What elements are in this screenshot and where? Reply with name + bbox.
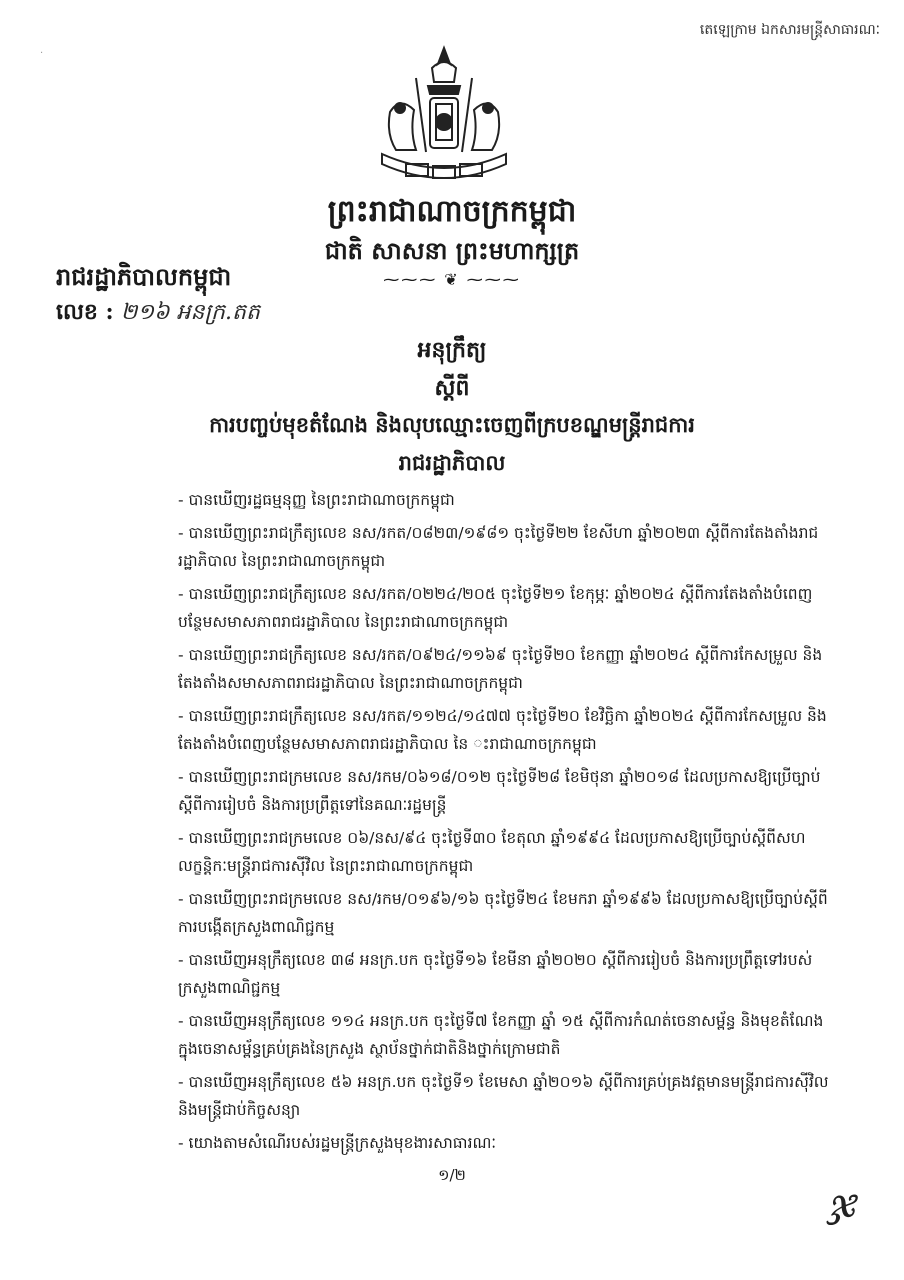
handwritten-initial: ჯ <box>830 1180 858 1226</box>
subject-line-2: រាជរដ្ឋាភិបាល <box>398 450 506 475</box>
subject-line-1: ការបញ្ចប់មុខតំណែង និងលុបឈ្មោះចេញពីក្របខណ្ឌមន្ត្រីរាជការ <box>209 412 695 437</box>
royal-emblem-icon <box>370 42 518 190</box>
scan-dust: · <box>40 48 44 59</box>
preamble-list <box>178 486 838 1162</box>
page-number: ១/២ <box>438 1166 466 1184</box>
preamble-item: - បានឃើញព្រះរាជក្រឹត្យលេខ នស/រកត/០២២៤/២០៥ ចុះថ្ងៃទី២១ ខែកុម្ភៈ ឆ្នាំ២០២៤ ស្តីពីការតែងតាំងបំពេញបន្ថែមសមាសភាពរាជរដ្ឋាភិបាល នៃព្រះរាជាណាចក្រកម្ពុជា <box>178 585 813 631</box>
preamble-item: - បានឃើញអនុក្រឹត្យលេខ ១១៤ អនក្រ.បក ចុះថ្ងៃទី៧ ខែកញ្ញា ឆ្នាំ ១៥ ស្តីពីការកំណត់ចេនាសម្ព័ន្ធ និងមុខតំណែងក្នុងចេនាសម្ព័ន្ធគ្រប់គ្រងនៃក្រសួង ស្ថាប័នថ្នាក់ជាតិនិងថ្នាក់ក្រោមជាតិ <box>178 1012 824 1058</box>
preamble-item: - បានឃើញអនុក្រឹត្យលេខ ៣៨ អនក្រ.បក ចុះថ្ងៃទី១៦ ខែមីនា ឆ្នាំ២០២០ ស្តីពីការរៀបចំ និងការប្រព្រឹត្តទៅរបស់ក្រសួងពាណិជ្ជកម្ម <box>178 951 813 997</box>
preamble-item: - បានឃើញព្រះរាជក្រឹត្យលេខ នស/រកត/០៨២៣/១៩៨១ ចុះថ្ងៃទី២២ ខែសីហា ឆ្នាំ២០២៣ ស្តីពីការតែងតាំងរាជរដ្ឋាភិបាល នៃព្រះរាជាណាចក្រកម្ពុជា <box>178 524 819 570</box>
issuing-government: រាជរដ្ឋាភិបាលកម្ពុជា <box>56 262 232 291</box>
document-number-label: លេខ : <box>56 299 114 325</box>
document-number-value: ២១៦ អនក្រ.តត <box>120 300 260 325</box>
document-type: អនុក្រឹត្យ <box>417 337 487 363</box>
preamble-item: - បានឃើញរដ្ឋធម្មនុញ្ញ នៃព្រះរាជាណាចក្រកម្ពុជា <box>178 491 455 509</box>
preamble-item: - យោងតាមសំណើរបស់រដ្ឋមន្ត្រីក្រសួងមុខងារសាធារណៈ <box>178 1134 497 1152</box>
national-motto: ជាតិ សាសនា ព្រះមហាក្សត្រ <box>324 236 580 265</box>
document-number <box>56 298 260 330</box>
preamble-item: - បានឃើញព្រះរាជក្រមលេខ ០៦/នស/៩៤ ចុះថ្ងៃទី៣០ ខែតុលា ឆ្នាំ១៩៩៤ ដែលប្រកាសឱ្យប្រើច្បាប់ស្តីពីសហលក្ខន្តិកៈមន្ត្រីរាជការស៊ីវិល នៃព្រះរាជាណាចក្រកម្ពុជា <box>178 829 806 875</box>
top-note: តេឡេក្រាម ឯកសារមន្ត្រីសាធារណៈ <box>699 22 880 38</box>
preamble-item: - បានឃើញព្រះរាជក្រឹត្យលេខ នស/រកត/១១២៤/១៤៧៧ ចុះថ្ងៃទី២០ ខែវិច្ឆិកា ឆ្នាំ២០២៤ ស្តីពីការកែសម្រួល និងតែងតាំងបំពេញបន្ថែមសមាសភាពរាជរដ្ឋាភិបាល នៃ ះរាជាណាចក្រកម្ពុជា <box>178 707 827 753</box>
preamble-item: - បានឃើញអនុក្រឹត្យលេខ ៥៦ អនក្រ.បក ចុះថ្ងៃទី១ ខែមេសា ឆ្នាំ២០១៦ ស្តីពីការគ្រប់គ្រងវត្តមានមន្ត្រីរាជការស៊ីវិល និងមន្ត្រីជាប់កិច្ចសន្យា <box>178 1073 829 1119</box>
subject-prefix: ស្តីពី <box>434 375 470 401</box>
preamble-item: - បានឃើញព្រះរាជក្រមលេខ នស/រកម/០៦១៨/០១២ ចុះថ្ងៃទី២៨ ខែមិថុនា ឆ្នាំ២០១៨ ដែលប្រកាសឱ្យប្រើច្បាប់ស្តីពីការរៀបចំ និងការប្រព្រឹត្តទៅនៃគណៈរដ្ឋមន្ត្រី <box>178 768 821 814</box>
ornament-divider: ⁓⁓⁓ ❦ ⁓⁓⁓ <box>383 270 521 289</box>
kingdom-title: ព្រះរាជាណាចក្រកម្ពុជា <box>327 194 577 229</box>
preamble-item: - បានឃើញព្រះរាជក្រមលេខ នស/រកម/០១៩៦/១៦ ចុះថ្ងៃទី២៤ ខែមករា ឆ្នាំ១៩៩៦ ដែលប្រកាសឱ្យប្រើច្បាប់ស្តីពីការបង្កើតក្រសួងពាណិជ្ជកម្ម <box>178 890 828 936</box>
preamble-item: - បានឃើញព្រះរាជក្រឹត្យលេខ នស/រកត/០៩២៤/១១៦៩ ចុះថ្ងៃទី២០ ខែកញ្ញា ឆ្នាំ២០២៤ ស្តីពីការកែសម្រួល និងតែងតាំងសមាសភាពរាជរដ្ឋាភិបាល នៃព្រះរាជាណាចក្រកម្ពុជា <box>178 646 823 692</box>
